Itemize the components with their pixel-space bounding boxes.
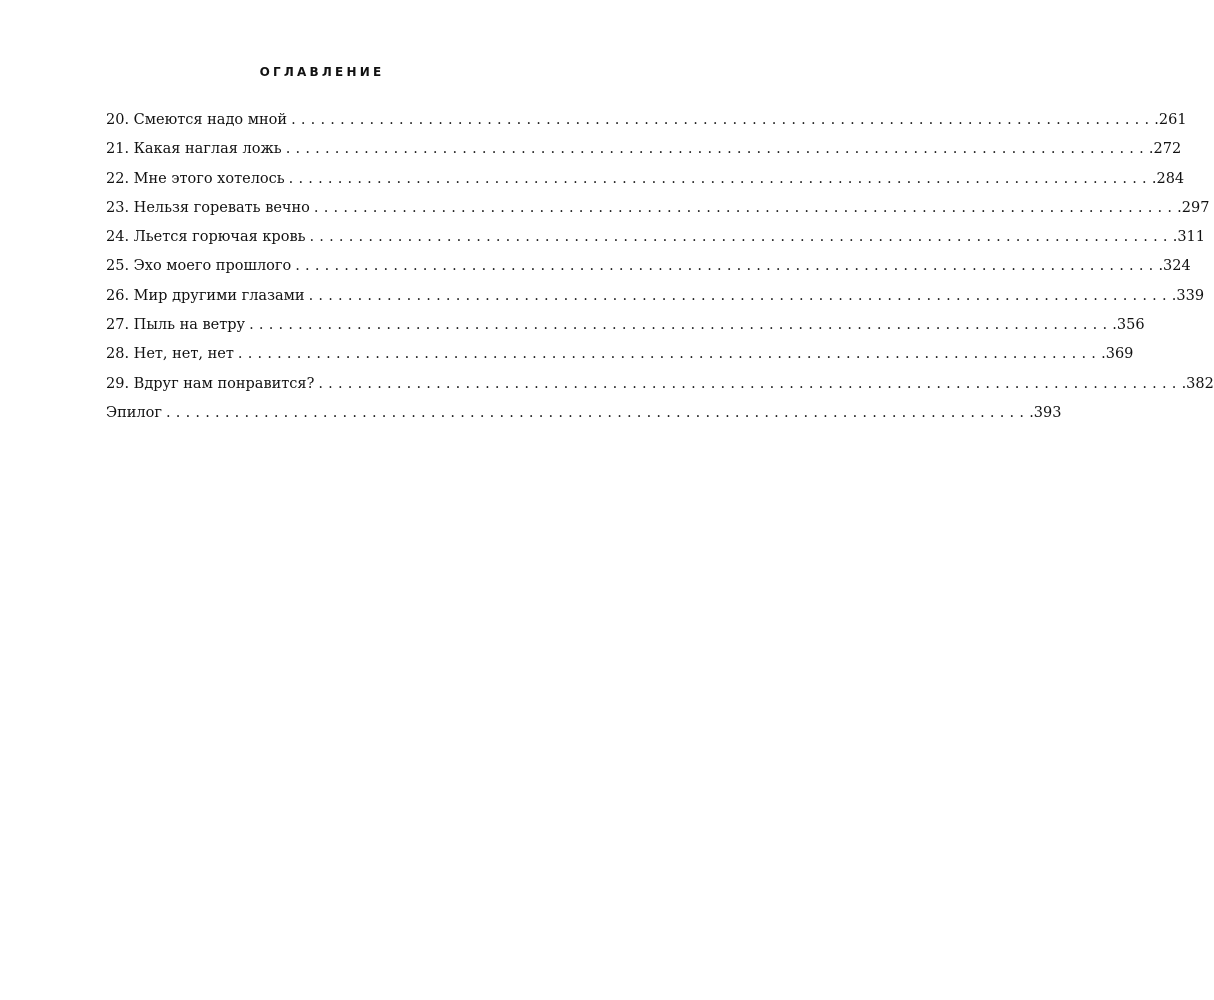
toc-entry-title: 26. Мир другими глазами [106, 287, 305, 304]
toc-entry-page: .393 [1029, 404, 1062, 421]
toc-entry-title: 23. Нельзя горевать вечно [106, 199, 310, 216]
toc-entry-leader: ........................................................................................ [313, 199, 1178, 216]
toc-entry-leader: ........................................................................................ [237, 346, 1102, 363]
toc-entry [106, 399, 1062, 428]
toc-entry-page: .284 [1151, 170, 1185, 187]
toc-entry-title: 21. Какая наглая ложь [106, 141, 282, 158]
toc-entry-title: 27. Пыль на ветру [106, 317, 246, 334]
toc-entry-page: .382 [1181, 375, 1214, 392]
toc-entry-title: 22. Мне этого хотелось [106, 170, 285, 187]
toc-entry-leader: ........................................................................................ [288, 170, 1152, 187]
toc-entry-leader: ........................................................................................ [295, 258, 1159, 275]
toc-entry-leader: ........................................................................................ [308, 287, 1172, 304]
toc-entry-title: 25. Эхо моего прошлого [106, 258, 292, 275]
toc-entry [106, 165, 1185, 194]
toc-entry-page: .261 [1154, 112, 1187, 128]
toc-entry [106, 282, 1205, 311]
toc-entry [106, 252, 1191, 281]
toc-entry-title: Эпилог [106, 404, 162, 421]
toc-entry [106, 135, 1182, 164]
toc-entry-leader: ........................................................................................ [291, 112, 1155, 128]
toc-entry [106, 223, 1206, 252]
toc-entry-leader: ........................................................................................ [309, 229, 1173, 246]
toc-entry-leader: ........................................................................................ [285, 141, 1149, 158]
toc-entry [106, 194, 1210, 223]
toc-entry-leader: ........................................................................................ [249, 317, 1113, 334]
toc-entry-title: 28. Нет, нет, нет [106, 346, 234, 363]
toc-entry-title: 20. Смеются надо мной [106, 112, 288, 128]
toc-entry-title: 24. Льется горючая кровь [106, 229, 306, 246]
toc-entry-page: .339 [1171, 287, 1205, 304]
page-title: ОГЛАВЛЕНИЕ [259, 65, 385, 79]
toc-entry [106, 370, 1214, 399]
toc-entry [106, 106, 1187, 135]
toc-entry-page: .356 [1112, 317, 1145, 334]
toc-entry-leader: ........................................................................................ [318, 375, 1182, 392]
toc-entry-title: 29. Вдруг нам понравится? [106, 375, 315, 392]
toc-entry-leader: ........................................................................................ [165, 404, 1030, 421]
toc-entry [106, 340, 1134, 369]
toc-entry [106, 311, 1145, 340]
toc-entry-page: .297 [1177, 199, 1210, 216]
toc-entry-page: .272 [1148, 141, 1182, 158]
table-of-contents [106, 106, 1214, 428]
toc-entry-page: .369 [1101, 346, 1134, 363]
toc-entry-page: .324 [1158, 258, 1191, 275]
toc-entry-page: .311 [1172, 229, 1206, 246]
